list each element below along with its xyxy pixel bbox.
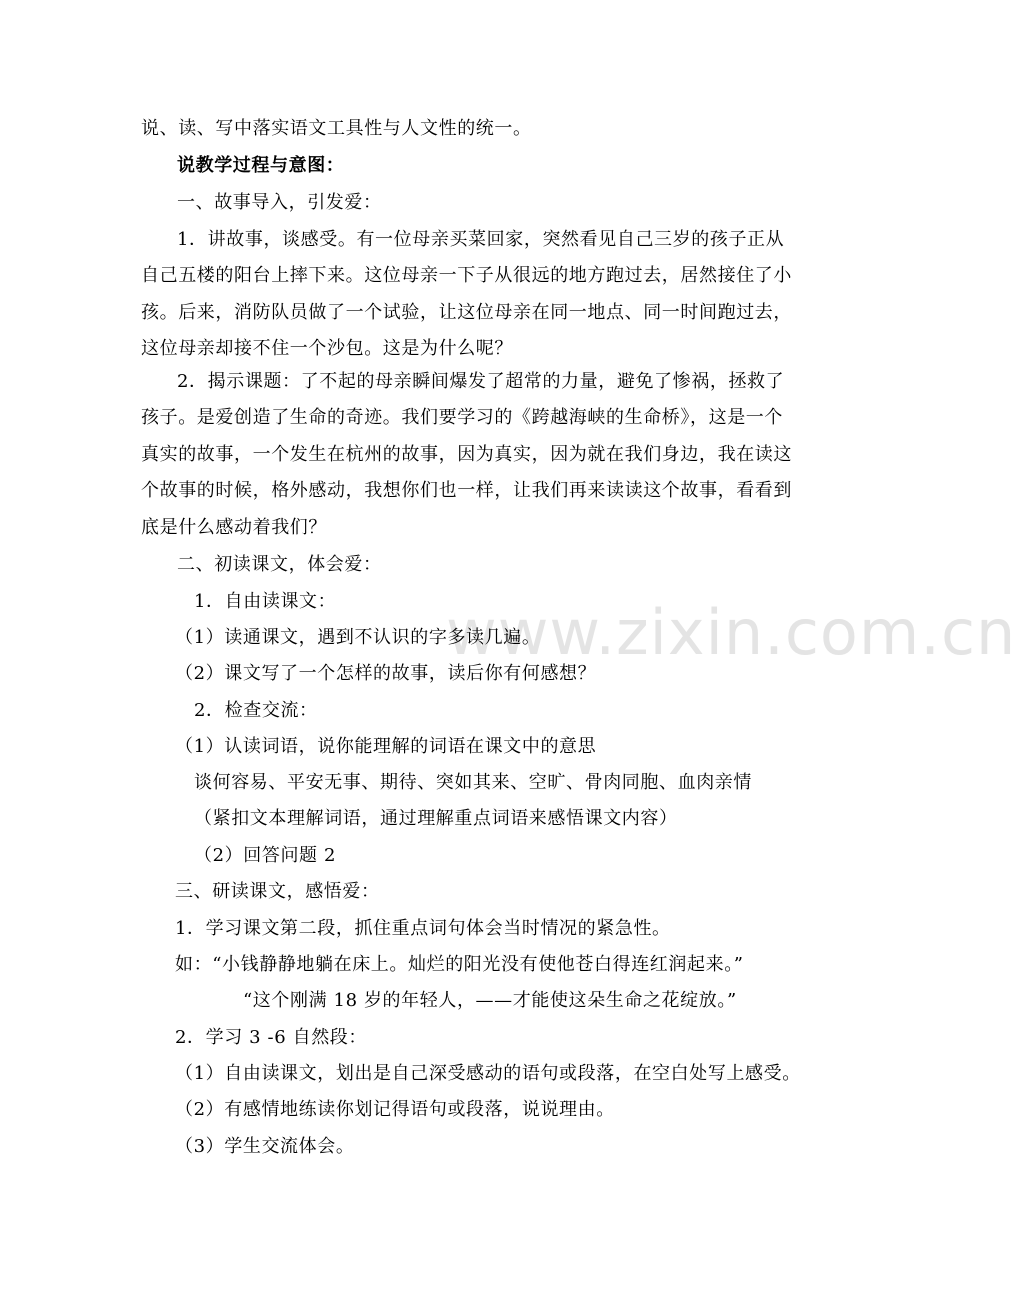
section-heading-3: 三、研读课文，感悟爱： (175, 881, 380, 902)
text-line-21: （2）回答问题 2 (194, 845, 337, 866)
text-line-12: 底是什么感动着我们？ (141, 517, 327, 538)
text-line-26: 2．学习 3 -6 自然段： (175, 1027, 368, 1048)
text-line-9: 孩子。是爱创造了生命的奇迹。我们要学习的《跨越海峡的生命桥》，这是一个 (141, 407, 783, 428)
text-line-6: 孩。后来，消防队员做了一个试验，让这位母亲在同一地点、同一时间跑过去， (141, 302, 792, 323)
text-line-15: （1）读通课文，遇到不认识的字多读几遍。 (175, 627, 541, 648)
text-line-23: 1．学习课文第二段，抓住重点词句体会当时情况的紧急性。 (175, 918, 671, 939)
section-heading-1: 一、故事导入，引发爱： (177, 192, 382, 213)
text-line-5: 自己五楼的阳台上摔下来。这位母亲一下子从很远的地方跑过去，居然接住了小 (141, 265, 792, 286)
text-line-16: （2）课文写了一个怎样的故事，读后你有何感想？ (175, 663, 597, 684)
quote-line-1: 如：“小钱静静地躺在床上。灿烂的阳光没有使他苍白得连红润起来。” (175, 954, 744, 975)
text-line-10: 真实的故事，一个发生在杭州的故事，因为真实，因为就在我们身边，我在读这 (141, 444, 792, 465)
text-line-20: （紧扣文本理解词语，通过理解重点词语来感悟课文内容） (194, 808, 678, 829)
vocab-list: 谈何容易、平安无事、期待、突如其来、空旷、骨肉同胞、血肉亲情 (194, 772, 752, 793)
text-line-14: 1．自由读课文： (194, 591, 337, 612)
text-line-29: （3）学生交流体会。 (175, 1136, 355, 1157)
text-line-11: 个故事的时候，格外感动，我想你们也一样，让我们再来读读这个故事，看看到 (141, 480, 792, 501)
text-line-8: 2．揭示课题：了不起的母亲瞬间爆发了超常的力量，避免了惨祸，拯救了 (177, 371, 785, 392)
text-line-17: 2．检查交流： (194, 700, 318, 721)
text-line-4: 1．讲故事，谈感受。有一位母亲买菜回家，突然看见自己三岁的孩子正从 (177, 229, 785, 250)
text-line-18: （1）认读词语，说你能理解的词语在课文中的意思 (175, 736, 597, 757)
watermark: www.zixin.com.cn (446, 596, 1016, 669)
quote-line-2: “这个刚满 18 岁的年轻人，——才能使这朵生命之花绽放。” (243, 990, 737, 1011)
text-line-1: 说、读、写中落实语文工具性与人文性的统一。 (141, 118, 532, 139)
text-line-28: （2）有感情地练读你划记得语句或段落，说说理由。 (175, 1099, 615, 1120)
section-heading-process: 说教学过程与意图： (177, 155, 345, 176)
text-line-27: （1）自由读课文，划出是自己深受感动的语句或段落，在空白处写上感受。 (175, 1063, 801, 1084)
text-line-7: 这位母亲却接不住一个沙包。这是为什么呢？ (141, 338, 513, 359)
section-heading-2: 二、初读课文，体会爱： (177, 554, 382, 575)
